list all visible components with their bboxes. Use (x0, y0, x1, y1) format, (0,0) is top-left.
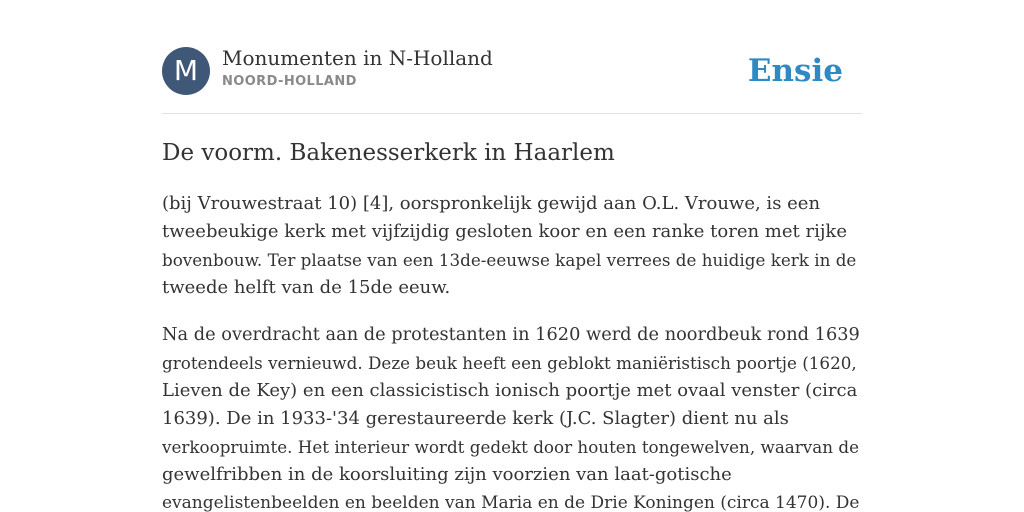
paragraph-1 (162, 190, 862, 302)
text-line: gewelfribben in de koorsluiting zijn voorzien van laat-gotische (162, 464, 732, 485)
text-line: grotendeels vernieuwd. Deze beuk heeft een geblokt maniëristisch poortje (1620, (162, 353, 857, 373)
header-divider (162, 113, 862, 114)
category-label[interactable]: NOORD-HOLLAND (222, 74, 357, 89)
text-line: Lieven de Key) en een classicistisch ionisch poortje met ovaal venster (circa (162, 380, 858, 401)
text-line: evangelistenbeelden en beelden van Maria en de Drie Koningen (circa 1470). De (162, 493, 860, 512)
text-line: bovenbouw. Ter plaatse van een 13de-eeuwse kapel verrees de huidige kerk in de (162, 250, 857, 270)
article-body (162, 190, 862, 512)
avatar[interactable]: M (162, 47, 210, 95)
text-line: tweebeukige kerk met vijfzijdig gesloten koor en een ranke toren met rijke (162, 221, 847, 242)
text-line: verkoopruimte. Het interieur wordt gedekt door houten tongewelven, waarvan de (162, 437, 859, 457)
author-name[interactable]: Monumenten in N-Holland (222, 46, 493, 70)
text-line: tweede helft van de 15de eeuw. (162, 277, 451, 298)
header (162, 46, 862, 96)
text-line: (bij Vrouwestraat 10) [4], oorspronkelijk gewijd aan O.L. Vrouwe, is een (162, 193, 821, 214)
article-title: De voorm. Bakenesserkerk in Haarlem (162, 140, 615, 166)
text-line: 1639). De in 1933-'34 gerestaureerde kerk (J.C. Slagter) dient nu als (162, 408, 789, 429)
paragraph-2 (162, 321, 862, 512)
site-logo[interactable]: Ensie (747, 53, 843, 89)
text-line: Na de overdracht aan de protestanten in 1620 werd de noordbeuk rond 1639 (162, 325, 860, 345)
